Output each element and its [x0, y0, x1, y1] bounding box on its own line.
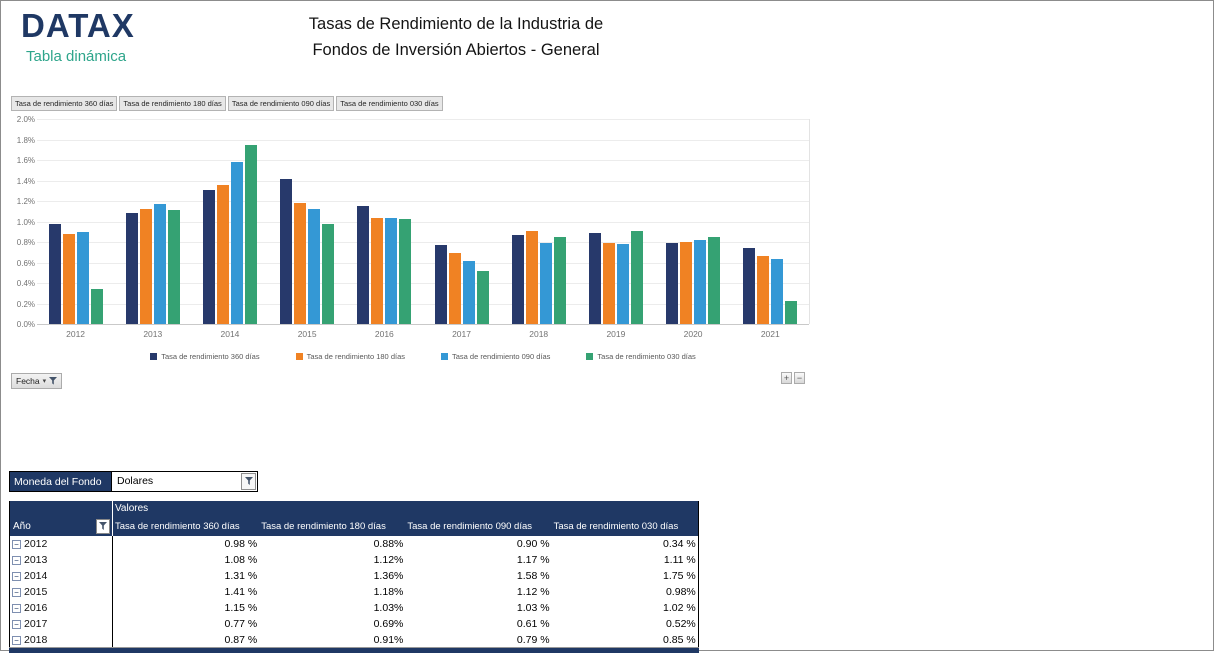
- row-year-label: 2018: [24, 634, 48, 646]
- pivot-header-row-2: [10, 517, 698, 536]
- bar-2016-090dias: [385, 218, 397, 324]
- table-row-2012: [10, 536, 698, 552]
- page-field-label: Moneda del Fondo: [9, 471, 112, 492]
- chart-value-field-buttons: [11, 96, 443, 111]
- page-field-value: Dolares: [117, 475, 154, 487]
- value-cell-2016-030dias: 1.02 %: [663, 602, 696, 614]
- x-tick-label-2015: 2015: [297, 329, 317, 339]
- bar-2016-180dias: [371, 218, 383, 324]
- bar-2019-030dias: [631, 231, 643, 324]
- table-row-2014: [10, 568, 698, 584]
- legend-label: Tasa de rendimiento 090 días: [452, 352, 551, 361]
- legend-marker-360dias: [150, 353, 157, 360]
- row-collapse-button-2013[interactable]: −: [12, 556, 21, 565]
- bar-2016-030dias: [399, 219, 411, 324]
- bar-2021-180dias: [757, 256, 769, 324]
- bar-2013-030dias: [168, 210, 180, 324]
- y-tick-label: 0.4%: [16, 279, 35, 288]
- bar-2020-180dias: [680, 242, 692, 324]
- bar-2017-360dias: [435, 245, 447, 324]
- legend-marker-180dias: [296, 353, 303, 360]
- filter-funnel-icon: [49, 377, 57, 385]
- bar-group-2019: [589, 119, 643, 324]
- year-cell: [10, 584, 113, 600]
- year-filter-button[interactable]: [96, 519, 110, 534]
- value-cell-2012-030dias: 0.34 %: [663, 538, 696, 550]
- value-cell-2015-180dias: 1.18%: [373, 586, 404, 598]
- bar-2013-180dias: [140, 209, 152, 324]
- column-header-180dias: Tasa de rendimiento 180 días: [261, 521, 386, 532]
- y-tick-label: 1.0%: [16, 217, 35, 227]
- bar-2021-360dias: [743, 248, 755, 324]
- bar-2019-090dias: [617, 244, 629, 324]
- x-tick-label-2021: 2021: [760, 329, 780, 339]
- pivot-table-body: [10, 536, 698, 648]
- bar-2013-090dias: [154, 204, 166, 324]
- bar-2019-180dias: [603, 243, 615, 324]
- value-cell-2014-180dias: 1.36%: [373, 570, 404, 582]
- chart-field-button-360dias[interactable]: Tasa de rendimiento 360 días: [11, 96, 117, 111]
- bar-2012-030dias: [91, 289, 103, 324]
- bar-2018-180dias: [526, 231, 538, 324]
- bar-2018-090dias: [540, 243, 552, 324]
- value-cell-2016-180dias: 1.03%: [373, 602, 404, 614]
- value-cell-2017-360dias: 0.77 %: [224, 618, 258, 630]
- x-tick-label-2020: 2020: [683, 329, 703, 339]
- bar-2021-030dias: [785, 301, 797, 324]
- bar-group-2015: [280, 119, 334, 324]
- chevron-down-icon: ▾: [42, 378, 47, 385]
- bar-2015-180dias: [294, 203, 306, 324]
- chart-bars: [37, 119, 809, 324]
- bar-2015-030dias: [322, 224, 334, 324]
- bar-2016-360dias: [357, 206, 369, 324]
- x-tick-label-2017: 2017: [452, 329, 471, 339]
- bar-2020-360dias: [666, 243, 678, 324]
- table-row-2016: [10, 600, 698, 616]
- row-year-label: 2012: [24, 538, 48, 550]
- chart-field-button-090dias[interactable]: Tasa de rendimiento 090 días: [228, 96, 334, 111]
- chart-plot-area: [37, 119, 810, 324]
- bar-2017-180dias: [449, 253, 461, 324]
- row-collapse-button-2016[interactable]: −: [12, 604, 21, 613]
- value-cell-2013-030dias: 1.11 %: [663, 554, 696, 566]
- y-tick-label: 0.6%: [16, 258, 35, 268]
- legend-item-090dias: [441, 352, 550, 361]
- pivot-header-row-1: [10, 501, 698, 517]
- bar-group-2017: [435, 119, 489, 324]
- chart-expand-collapse: [781, 372, 805, 384]
- value-cell-2018-360dias: 0.87 %: [224, 634, 258, 646]
- y-tick-label: 1.8%: [16, 135, 35, 145]
- x-axis-labels: [37, 329, 809, 339]
- bar-2012-090dias: [77, 232, 89, 324]
- expand-field-button[interactable]: +: [781, 372, 792, 384]
- row-year-label: 2017: [24, 618, 48, 630]
- x-tick-label-2014: 2014: [220, 329, 240, 339]
- bar-2015-360dias: [280, 179, 292, 324]
- y-tick-label: 1.4%: [16, 176, 35, 186]
- bar-2020-030dias: [708, 237, 720, 324]
- y-tick-label: 0.2%: [16, 299, 35, 309]
- y-tick-label: 0.8%: [16, 238, 35, 247]
- bar-group-2014: [203, 119, 257, 324]
- bar-2019-360dias: [589, 233, 601, 324]
- value-cell-2016-360dias: 1.15 %: [224, 602, 258, 614]
- title-line1: Tasas de Rendimiento de la Industria de: [308, 15, 604, 33]
- row-collapse-button-2014[interactable]: −: [12, 572, 21, 581]
- row-collapse-button-2015[interactable]: −: [12, 588, 21, 597]
- year-cell: [10, 536, 113, 552]
- bar-2014-180dias: [217, 185, 229, 324]
- year-cell: [10, 568, 113, 584]
- value-cell-2012-180dias: 0.88%: [373, 538, 404, 550]
- page-title: [256, 11, 656, 63]
- value-cell-2018-030dias: 0.85 %: [663, 634, 696, 646]
- collapse-field-button[interactable]: −: [794, 372, 805, 384]
- x-tick-label-2018: 2018: [529, 329, 549, 339]
- chart-field-button-180dias[interactable]: Tasa de rendimiento 180 días: [119, 96, 225, 111]
- filter-funnel-icon: [99, 522, 107, 531]
- column-header-360dias: Tasa de rendimiento 360 días: [115, 521, 240, 532]
- column-header-030dias: Tasa de rendimiento 030 días: [553, 521, 679, 532]
- y-axis-labels: [9, 115, 35, 331]
- year-cell: [10, 600, 113, 616]
- bar-2012-360dias: [49, 224, 61, 324]
- y-tick-label: 0.0%: [16, 320, 35, 329]
- value-cell-2013-090dias: 1.17 %: [516, 554, 550, 566]
- legend-marker-030dias: [586, 353, 593, 360]
- row-collapse-button-2017[interactable]: −: [12, 620, 21, 629]
- x-tick-label-2016: 2016: [374, 329, 394, 339]
- value-cell-2018-090dias: 0.79 %: [516, 634, 550, 646]
- value-cell-2017-030dias: 0.52%: [665, 618, 696, 630]
- bar-2021-090dias: [771, 259, 783, 324]
- year-cell: [10, 552, 113, 568]
- bar-group-2013: [126, 119, 180, 324]
- value-cell-2012-090dias: 0.90 %: [516, 538, 550, 550]
- bar-2012-180dias: [63, 234, 75, 324]
- row-year-label: 2016: [24, 602, 48, 614]
- page-field-dropdown[interactable]: [111, 471, 258, 492]
- filter-funnel-icon: [245, 477, 253, 486]
- y-tick-label: 2.0%: [16, 115, 35, 124]
- table-row-2015: [10, 584, 698, 600]
- year-cell: [10, 616, 113, 632]
- legend-label: Tasa de rendimiento 180 días: [306, 352, 405, 361]
- table-row-2018: [10, 632, 698, 648]
- value-cell-2015-360dias: 1.41 %: [224, 586, 258, 598]
- legend-item-180dias: [296, 352, 405, 361]
- pivot-table: [9, 501, 699, 648]
- legend-marker-090dias: [441, 353, 448, 360]
- value-cell-2015-030dias: 0.98%: [665, 586, 696, 598]
- bar-group-2020: [666, 119, 720, 324]
- bar-group-2012: [49, 119, 103, 324]
- clipped-next-row-strip: [9, 647, 699, 653]
- value-cell-2018-180dias: 0.91%: [373, 634, 404, 646]
- table-row-2013: [10, 552, 698, 568]
- value-cell-2014-090dias: 1.58 %: [516, 570, 550, 582]
- page-field-filter-button[interactable]: [241, 473, 256, 490]
- logo: DATAX: [21, 7, 135, 44]
- value-cell-2015-090dias: 1.12 %: [516, 586, 550, 598]
- legend-item-360dias: [150, 352, 259, 361]
- bar-2018-360dias: [512, 235, 524, 324]
- row-year-label: 2014: [24, 570, 48, 582]
- row-collapse-button-2012[interactable]: −: [12, 540, 21, 549]
- row-year-label: 2013: [24, 554, 48, 566]
- bar-2018-030dias: [554, 237, 566, 324]
- column-header-090dias: Tasa de rendimiento 090 días: [407, 521, 533, 532]
- value-cell-2013-180dias: 1.12%: [373, 554, 404, 566]
- bar-2017-090dias: [463, 261, 475, 324]
- year-cell: [10, 632, 113, 648]
- row-year-label: 2015: [24, 586, 48, 598]
- value-cell-2016-090dias: 1.03 %: [516, 602, 550, 614]
- axis-field-label: Fecha: [16, 376, 40, 386]
- value-cell-2017-180dias: 0.69%: [373, 618, 404, 630]
- legend-item-030dias: [586, 352, 695, 361]
- bar-2013-360dias: [126, 213, 138, 324]
- bar-2014-360dias: [203, 190, 215, 324]
- chart-field-button-030dias[interactable]: Tasa de rendimiento 030 días: [336, 96, 442, 111]
- bar-2020-090dias: [694, 240, 706, 324]
- logo-subtitle: Tabla dinámica: [26, 48, 127, 65]
- bar-2015-090dias: [308, 209, 320, 324]
- gridline: [37, 324, 809, 325]
- values-header: Valores: [115, 503, 149, 514]
- legend-label: Tasa de rendimiento 030 días: [597, 352, 696, 361]
- value-column-headers: [113, 517, 698, 536]
- legend-label: Tasa de rendimiento 360 días: [161, 352, 260, 361]
- value-cell-2014-360dias: 1.31 %: [224, 570, 258, 582]
- x-tick-label-2013: 2013: [143, 329, 163, 339]
- axis-field-button-fecha[interactable]: [11, 373, 62, 389]
- value-cell-2012-360dias: 0.98 %: [224, 538, 258, 550]
- row-collapse-button-2018[interactable]: −: [12, 636, 21, 645]
- chart-legend: [37, 352, 809, 361]
- x-tick-label-2019: 2019: [606, 329, 626, 339]
- x-tick-label-2012: 2012: [66, 329, 86, 339]
- bar-group-2021: [743, 119, 797, 324]
- table-row-2017: [10, 616, 698, 632]
- year-column-header: Año: [13, 521, 31, 532]
- bar-group-2016: [357, 119, 411, 324]
- bar-2014-090dias: [231, 162, 243, 324]
- y-tick-label: 1.2%: [16, 197, 35, 206]
- value-cell-2017-090dias: 0.61 %: [516, 618, 550, 630]
- title-line2: Fondos de Inversión Abiertos - General: [312, 41, 600, 59]
- y-tick-label: 1.6%: [16, 156, 35, 165]
- bar-group-2018: [512, 119, 566, 324]
- value-cell-2014-030dias: 1.75 %: [663, 570, 696, 582]
- bar-2017-030dias: [477, 271, 489, 324]
- bar-2014-030dias: [245, 145, 257, 324]
- value-cell-2013-360dias: 1.08 %: [224, 554, 258, 566]
